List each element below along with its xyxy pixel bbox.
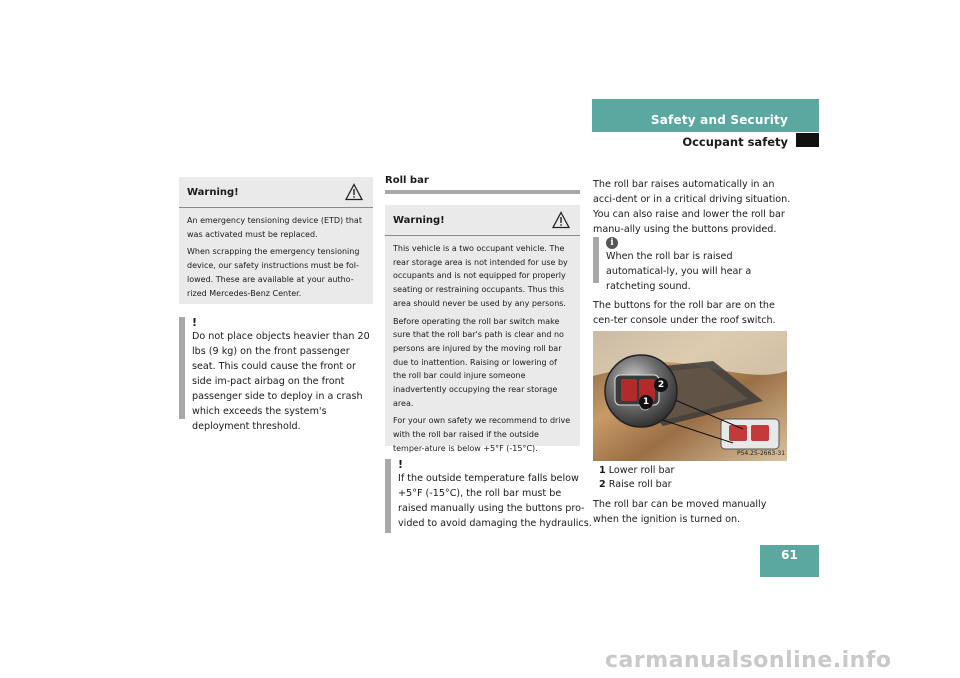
exclamation-icon: ! [192,316,198,329]
warning-box-etd [179,177,373,304]
warning-triangle-icon [552,211,570,229]
warning-paragraph: This vehicle is a two occupant vehicle. The rear storage area is not intended for use by occupants and is not equipped for properly seating or restraining occupants. Thus this area should never be used by any persons. [393,244,568,308]
legend-number: 2 [599,479,606,490]
callout-2-icon: 2 [654,378,668,392]
info-note-text: When the roll bar is raised automatical-ly, you will hear a ratcheting sound. [606,251,752,292]
note-box-temperature [385,459,592,533]
watermark: carmanualsonline.info [605,648,892,673]
warning-paragraph: When scrapping the emergency tensioning device, our safety instructions must be fol-lowed. These are available at your autho-rized Mercedes-Benz Center. [187,247,360,298]
buttons-location-paragraph: The buttons for the roll bar are on the cen-ter console under the roof switch. [593,300,776,326]
note-text: Do not place objects heavier than 20 lbs (9 kg) on the front passenger seat. This could cause the front or side im-pact airbag on the front passenger side to deploy in a crash which exceeds the system's deployment threshold. [192,331,370,432]
center-console-photo [593,331,787,461]
exclamation-icon: ! [398,458,404,471]
roll-bar-heading: Roll bar [385,175,580,194]
page-number: 61 [781,548,798,562]
callout-1-icon: 1 [639,395,653,409]
note-box-passenger-seat [179,316,373,432]
warning-paragraph: An emergency tensioning device (ETD) that was activated must be replaced. [187,216,362,239]
roll-bar-buttons-illustration [593,331,787,461]
intro-paragraph: The roll bar raises automatically in an acci-dent or in a critical driving situation. You can also raise and lower the roll bar manu-ally using the buttons provided. [593,179,791,235]
subsection-title: Occupant safety [682,135,788,149]
section-title: Safety and Security [650,113,788,127]
warning-paragraph: Before operating the roll bar switch make sure that the roll bar's path is clear and no persons are injured by the moving roll bar due to inattention. Raising or lowering of the roll bar could injure someone inadvertently occupying the rear storage area. [393,316,564,408]
info-note-box [593,237,796,292]
closing-paragraph: The roll bar can be moved manually when the ignition is turned on. [593,499,767,525]
note-text: If the outside temperature falls below +5°F (-15°C), the roll bar must be raised manually using the buttons pro-vided to avoid damaging the hydraulics. [398,473,592,529]
warning-box-roll-bar [385,205,580,453]
warning-header [385,205,580,236]
legend-number: 1 [599,465,606,476]
photo-code: P54.25-2663-31 [737,450,786,457]
warning-header [179,177,373,208]
warning-paragraph: For your own safety we recommend to drive with the roll bar raised if the outside temper-ature is below +5°F (-15°C). [393,416,571,453]
legend-list [599,464,789,492]
legend-item [599,478,789,492]
warning-triangle-icon [345,183,363,201]
warning-title: Warning! [393,215,445,226]
legend-item [599,464,789,478]
warning-title: Warning! [187,187,239,198]
header-marker [796,133,819,147]
legend-label: Lower roll bar [608,465,675,476]
legend-label: Raise roll bar [608,479,672,490]
info-icon: i [606,237,618,249]
